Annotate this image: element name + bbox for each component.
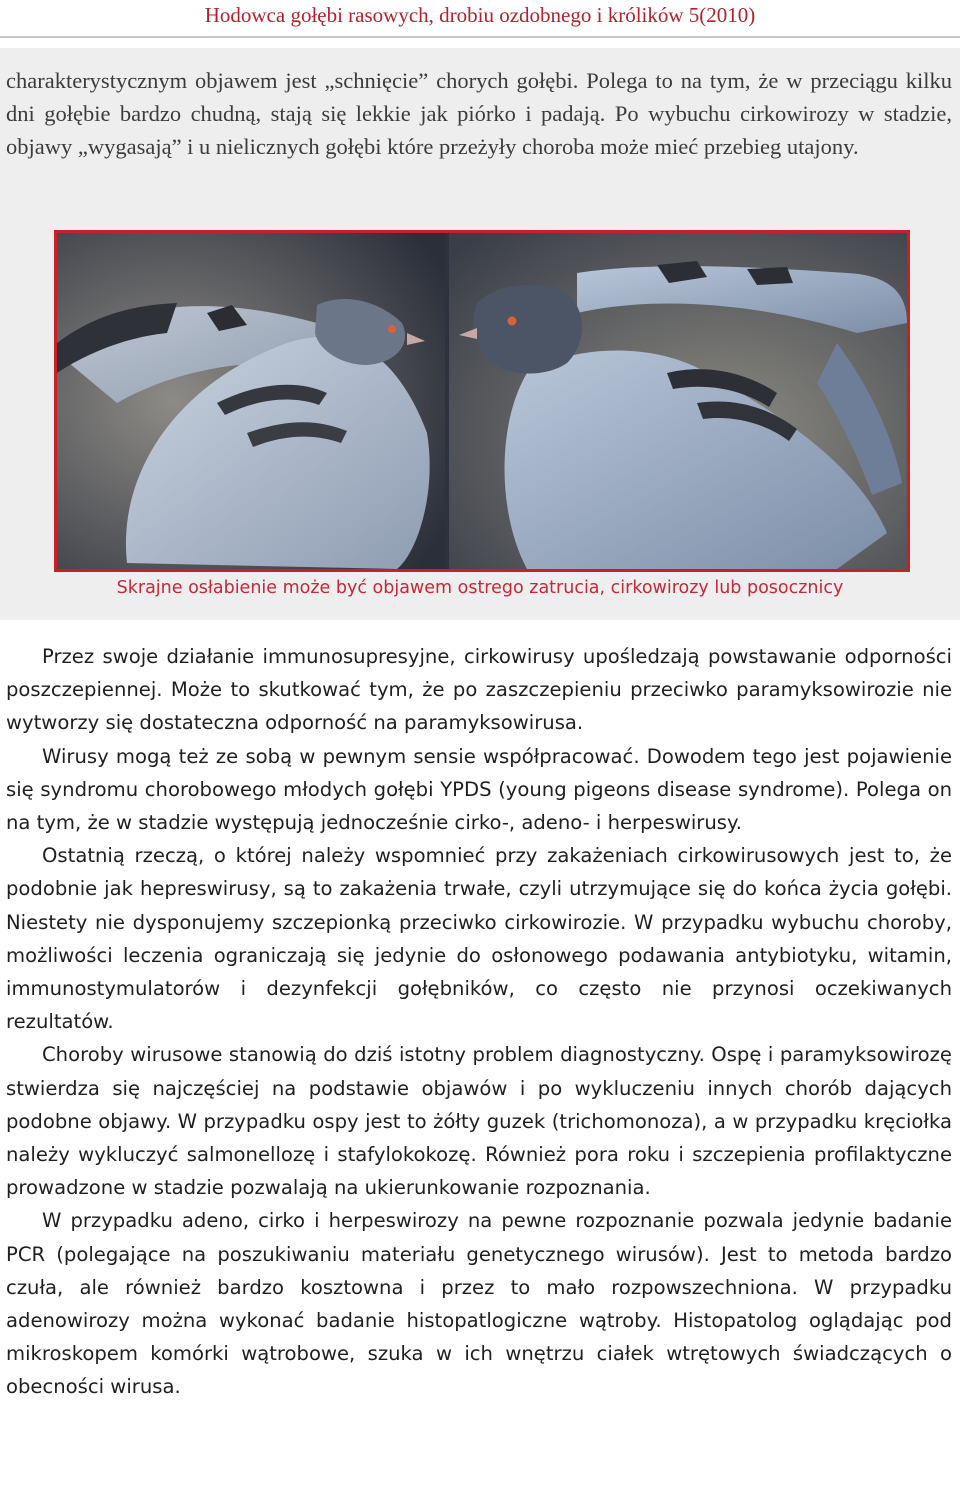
paragraph: Choroby wirusowe stanowią do dziś istotny problem diagnostyczny. Ospę i paramyksowirozę stwierdza się najczęściej na podstawie objawów i po wykluczeniu innych chorób dających podobne objawy. W przypadku ospy jest to żółty guzek (trichomonoza), a w przypadku kręciołka należy wykluczyć salmonellozę i stafylokokozę. Również pora roku i szczepienia profilaktyczne prowadzone w stadzie pozwalają na ukierunkowanie rozpoznania.: [6, 1043, 952, 1200]
intro-paragraph: charakterystycznym objawem jest „schnięcie” chorych gołębi. Polega to na tym, że w przeciągu kilku dni gołębie bardzo chudną, stają się lekkie jak piórko i padają. Po wybuchu cirkowirozy w stadzie, objawy „wygasają” i u nielicznych gołębi które przeżyły choroba może mieć przebieg utajony.: [6, 68, 952, 159]
journal-header: Hodowca gołębi rasowych, drobiu ozdobnego i królików 5(2010): [204, 3, 756, 27]
header-divider: [0, 36, 960, 38]
paragraph: Przez swoje działanie immunosupresyjne, cirkowirusy upośledzają powstawanie odporności poszczepiennej. Może to skutkować tym, że po zaszczepieniu przeciwko paramyksowirozie nie wytworzy się dostateczna odporność na paramyksowirusa.: [6, 645, 952, 735]
paragraph: Ostatnią rzeczą, o której należy wspomnieć przy zakażeniach cirkowirusowych jest to, że podobnie jak hepreswirusy, są to zakażenia trwałe, czyli utrzymujące się do końca życia gołębi. Niestety nie dysponujemy szczepionką przeciwko cirkowirozie. W przypadku wybuchu choroby, możliwości leczenia ograniczają się jedynie do osłonowego podawania antybiotyku, witamin, immunostymulatorów i dezynfekcji gołębników, co często nie przynosi oczekiwanych rezultatów.: [6, 844, 952, 1034]
figure-caption: Skrajne osłabienie może być objawem ostrego zatrucia, cirkowirozy lub posocznicy: [116, 578, 844, 598]
article-body: [6, 640, 952, 1404]
paragraph: Wirusy mogą też ze sobą w pewnym sensie współpracować. Dowodem tego jest pojawienie się syndromu chorobowego młodych gołębi YPDS (young pigeons disease syndrome). Polega on na tym, że w stadzie występują jednocześnie cirko-, adeno- i herpeswirusy.: [6, 744, 952, 835]
pigeons-photo: [54, 230, 910, 572]
paragraph: W przypadku adeno, cirko i herpeswirozy na pewne rozpoznanie pozwala jedynie badanie PCR (polegające na poszukiwaniu materiału genetycznego wirusów). Jest to metoda bardzo czuła, ale również bardzo kosztowna i przez to mało rozpowszechniona. W przypadku adenowirozy można wykonać badanie histopatlogiczne wątroby. Histopatolog oglądając pod mikroskopem komórki wątrobowe, szuka w ich wnętrzu ciałek wtrętowych świadczących o obecności wirusa.: [6, 1209, 952, 1399]
